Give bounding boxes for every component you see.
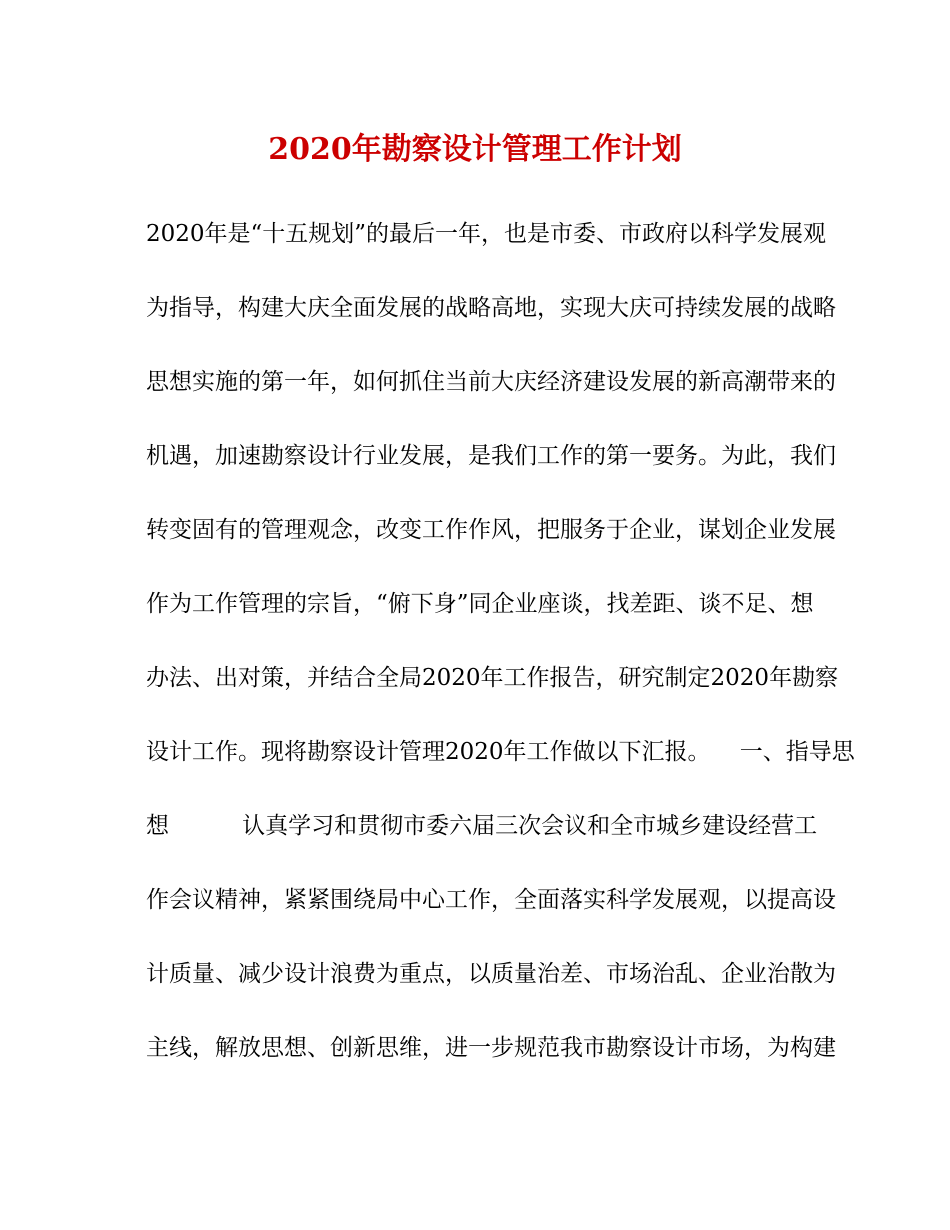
body-line: 2020年是“十五规划”的最后一年，也是市委、市政府以科学发展观 [146,221,827,247]
body-line: 为指导，构建大庆全面发展的战略高地，实现大庆可持续发展的战略 [146,295,836,321]
body-line: 作会议精神，紧紧围绕局中心工作，全面落实科学发展观，以提高设 [146,887,836,913]
body-line: 想 认真学习和贯彻市委六届三次会议和全市城乡建设经营工 [146,813,818,839]
body-line: 主线，解放思想、创新思维，进一步规范我市勘察设计市场，为构建 [146,1035,836,1061]
body-line: 办法、出对策，并结合全局2020年工作报告，研究制定2020年勘察 [146,665,839,691]
body-line: 思想实施的第一年，如何抓住当前大庆经济建设发展的新高潮带来的 [146,369,836,395]
body-line: 作为工作管理的宗旨，“俯下身”同企业座谈，找差距、谈不足、想 [146,591,814,617]
body-line: 机遇，加速勘察设计行业发展，是我们工作的第一要务。为此，我们 [146,443,836,469]
body-line: 转变固有的管理观念，改变工作作风，把服务于企业，谋划企业发展 [146,517,836,543]
body-line: 计质量、减少设计浪费为重点，以质量治差、市场治乱、企业治散为 [146,961,836,987]
body-line: 设计工作。现将勘察设计管理2020年工作做以下汇报。 一、指导思 [146,739,855,765]
page-title: 2020年勘察设计管理工作计划 [268,132,682,167]
